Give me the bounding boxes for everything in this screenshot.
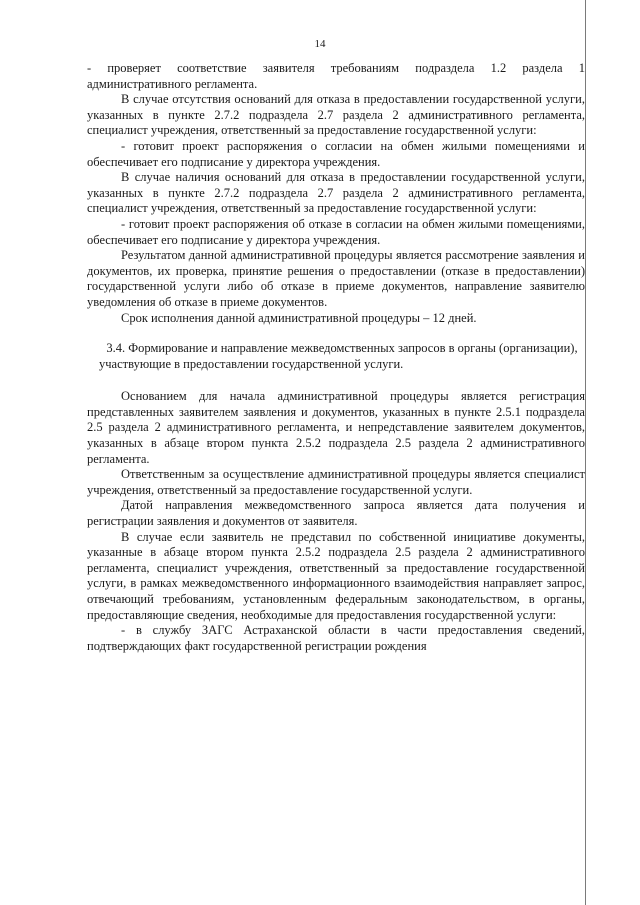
paragraph-no-refusal-grounds: В случае отсутствия оснований для отказа в предоставлении государственной услуги, указанных в пункте 2.7.2 подраздела 2.7 раздела 2 административного регламента, специалист учреждения, ответственный за предоставление государственной услуги: bbox=[87, 92, 585, 138]
paragraph-zags-request: - в службу ЗАГС Астраханской области в части предоставления сведений, подтверждающих факт государственной регистрации рождения bbox=[87, 623, 585, 653]
paragraph-request-date: Датой направления межведомственного запроса является дата получения и регистрации заявления и документов от заявителя. bbox=[87, 498, 585, 529]
paragraph-responsible-specialist: Ответственным за осуществление административной процедуры является специалист учреждения, ответственный за предоставление государственной услуги. bbox=[87, 467, 585, 497]
paragraph-prepare-refusal-order: - готовит проект распоряжения об отказе в согласии на обмен жилыми помещениями, обеспечивает его подписание у директора учреждения. bbox=[87, 216, 585, 247]
paragraph-interagency-request: В случае если заявитель не представил по собственной инициативе документы, указанные в абзаце втором пункта 2.5.2 подраздела 2.5 раздела 2 административного регламента, специалист учреждения, ответственный за предоставление государственной услуги, в рамках межведомственного информационного взаимодействия направляет запрос, отвечающий требованиям, установленным федеральным законодательством, в органы, предоставляющие сведения, необходимые для предоставления государственной услуги: bbox=[87, 529, 585, 622]
paragraph-prepare-consent-order: - готовит проект распоряжения о согласии на обмен жилыми помещениями и обеспечивает его подписание у директора учреждения. bbox=[87, 138, 585, 169]
paragraph-procedure-basis: Основанием для начала административной процедуры является регистрация представленных заявителем заявления и документов, указанных в пункте 2.5.1 подраздела 2.5 раздела 2 административного регламента, и непредставление заявителем документов, указанных в абзаце втором пункта 2.5.2 подраздела 2.5 раздела 2 административного регламента. bbox=[87, 389, 585, 466]
margin-line bbox=[585, 0, 586, 905]
paragraph-check-requirements: - проверяет соответствие заявителя требованиям подраздела 1.2 раздела 1 административного регламента. bbox=[87, 61, 585, 91]
document-body bbox=[87, 61, 585, 654]
page-number: 14 bbox=[314, 38, 326, 50]
paragraph-procedure-result: Результатом данной административной процедуры является рассмотрение заявления и документов, их проверка, принятие решения о предоставлении (отказе в предоставлении) государственной услуги либо об отказе в приеме документов, направление заявителю уведомления об отказе в приеме документов. bbox=[87, 248, 585, 309]
paragraph-procedure-term: Срок исполнения данной административной процедуры – 12 дней. bbox=[121, 310, 477, 325]
section-heading: 3.4. Формирование и направление межведомственных запросов в органы (организации), участвующие в предоставлении государственной услуги. bbox=[99, 341, 578, 371]
paragraph-refusal-grounds: В случае наличия оснований для отказа в предоставлении государственной услуги, указанных в пункте 2.7.2 подраздела 2.7 раздела 2 административного регламента, специалист учреждения, ответственный за предоставление государственной услуги: bbox=[87, 170, 585, 216]
